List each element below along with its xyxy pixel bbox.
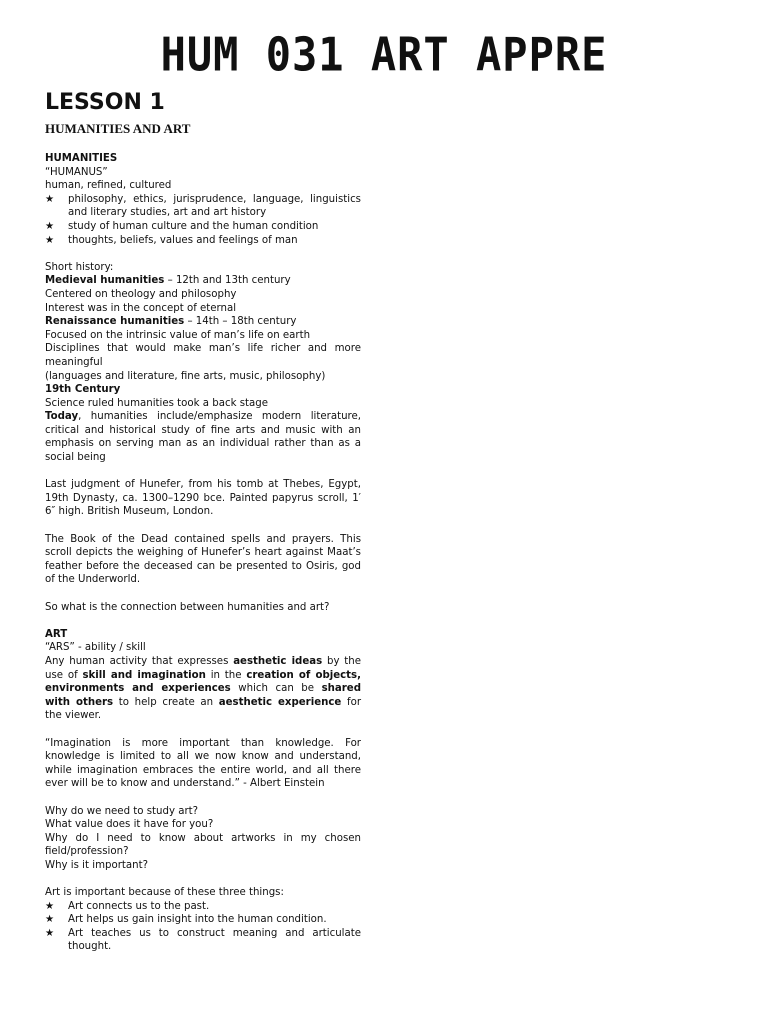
art-heading: ART (45, 628, 68, 640)
list-item: ★ Art connects us to the past. (45, 900, 210, 912)
einstein-quote: “Imagination is more important than knowledge. For knowledge is limited to all we now know and understand, while imagination embraces the entire world, and all there ever will be to know and understand.” - Albert Einstein (45, 737, 361, 790)
art-root: “ARS” - ability / skill (45, 642, 146, 654)
list-item: ★ study of human culture and the human condition (45, 220, 319, 232)
image-description: The Book of the Dead contained spells and prayers. This scroll depicts the weighing of Hunefer’s heart against Maat’s feather before the deceased can be presented to Osiris, god of the Underworld. (45, 533, 361, 586)
course-banner: HUM 031 ART APPRE (160, 27, 608, 82)
renaissance-detail: Focused on the intrinsic value of man’s life on earth (45, 329, 311, 341)
medieval-detail: Interest was in the concept of eternal (45, 302, 237, 314)
question-line: Why do I need to know about artworks in my chosen field/profession? (45, 832, 361, 858)
medieval-line: Medieval humanities – 12th and 13th century (45, 275, 291, 287)
history-label: Short history: (45, 261, 114, 273)
list-item: ★ Art helps us gain insight into the human condition. (45, 914, 327, 926)
humanities-root: “HUMANUS” (45, 166, 108, 178)
list-item: ★ philosophy, ethics, jurisprudence, language, linguistics and literary studies, art and art history (45, 193, 361, 219)
nineteenth-century-heading: 19th Century (45, 384, 121, 396)
star-icon: ★ (45, 234, 55, 246)
lesson-body (45, 152, 361, 954)
star-icon: ★ (45, 900, 55, 912)
art-definition: Any human activity that expresses aesthetic ideas by the use of skill and imagination in the creation of objects, environments and experiences which can be shared with others to help create an aesthetic experience for the viewer. (45, 655, 362, 722)
lesson-subtitle: HUMANITIES AND ART (45, 121, 191, 136)
nineteenth-century-detail: Science ruled humanities took a back stage (45, 397, 268, 409)
question-line: What value does it have for you? (45, 819, 214, 831)
question-line: Why is it important? (45, 859, 148, 871)
medieval-detail: Centered on theology and philosophy (45, 288, 237, 300)
renaissance-detail: Disciplines that would make man’s life richer and more meaningful (45, 343, 361, 368)
question-line: Why do we need to study art? (45, 805, 199, 817)
renaissance-line: Renaissance humanities – 14th – 18th century (45, 316, 297, 328)
star-icon: ★ (45, 927, 55, 939)
list-item: ★ thoughts, beliefs, values and feelings of man (45, 234, 298, 246)
renaissance-detail: (languages and literature, fine arts, music, philosophy) (45, 370, 326, 382)
star-icon: ★ (45, 220, 55, 232)
humanities-heading: HUMANITIES (45, 153, 118, 164)
lesson-title: LESSON 1 (45, 90, 165, 115)
importance-intro: Art is important because of these three things: (45, 887, 284, 899)
star-icon: ★ (45, 914, 55, 926)
today-line: Today, humanities include/emphasize modern literature, critical and historical study of fine arts and music with an emphasis on serving man as an individual rather than as a social being (45, 411, 361, 464)
image-caption: Last judgment of Hunefer, from his tomb at Thebes, Egypt, 19th Dynasty, ca. 1300–1290 bce. Painted papyrus scroll, 1′ 6″ high. British Museum, London. (45, 479, 361, 518)
humanities-meaning: human, refined, cultured (45, 180, 172, 192)
list-item: ★ Art teaches us to construct meaning and articulate thought. (45, 927, 361, 953)
connection-question: So what is the connection between humanities and art? (45, 601, 330, 613)
star-icon: ★ (45, 193, 55, 205)
